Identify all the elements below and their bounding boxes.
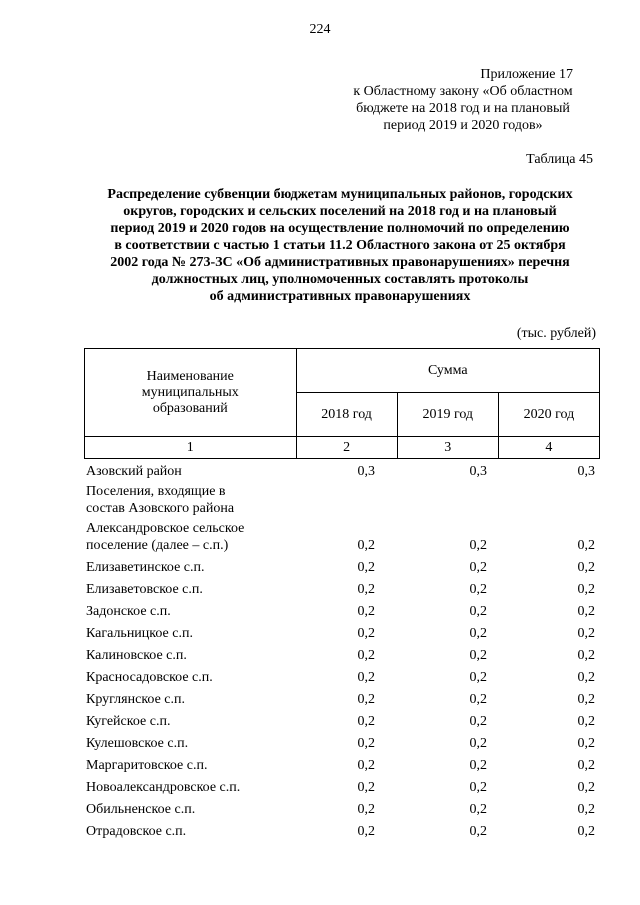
- municipality-name: Азовский район: [86, 464, 182, 479]
- table-header: [84, 348, 600, 459]
- municipality-name: Круглянское с.п.: [86, 692, 185, 707]
- table-row: [86, 818, 596, 840]
- appendix-line: бюджете на 2018 год и на плановый: [356, 101, 570, 116]
- amount-2019: 0,2: [469, 604, 487, 619]
- header-col-number: 3: [397, 437, 498, 459]
- amount-2019: 0,2: [469, 692, 487, 707]
- amount-2019: 0,2: [469, 560, 487, 575]
- municipality-name: Кулешовское с.п.: [86, 736, 189, 751]
- amount-2018: 0,2: [357, 758, 375, 773]
- table-row: [86, 576, 596, 598]
- amount-2019: 0,2: [469, 714, 487, 729]
- title-line: в соответствии с частью 1 статьи 11.2 Областного закона от 25 октября: [114, 238, 566, 253]
- municipality-name: Елизаветовское с.п.: [86, 582, 203, 597]
- table-number: Таблица 45: [526, 152, 593, 167]
- header-year-2018: 2018 год: [296, 393, 397, 437]
- amount-2018: 0,3: [357, 464, 375, 479]
- header-col-number: 1: [85, 437, 297, 459]
- amount-2018: 0,2: [357, 626, 375, 641]
- amount-2020: 0,2: [577, 692, 595, 707]
- amount-2018: 0,2: [357, 538, 375, 553]
- amount-2018: 0,2: [357, 824, 375, 839]
- amount-2020: 0,2: [577, 560, 595, 575]
- municipality-name: Отрадовское с.п.: [86, 824, 187, 839]
- amount-2018: 0,2: [357, 802, 375, 817]
- page-number: 224: [309, 22, 331, 37]
- municipality-name: Задонское с.п.: [86, 604, 171, 619]
- amount-2020: 0,2: [577, 802, 595, 817]
- municipality-name: Кугейское с.п.: [86, 714, 171, 729]
- table-row: [86, 598, 596, 620]
- amount-2020: 0,2: [577, 758, 595, 773]
- table-row: [86, 462, 596, 480]
- amount-2020: 0,2: [577, 670, 595, 685]
- title-line: должностных лиц, уполномоченных составлять протоколы: [151, 272, 529, 287]
- amount-2018: 0,2: [357, 670, 375, 685]
- table-row: [86, 480, 596, 516]
- table-row: [86, 664, 596, 686]
- header-sum: Сумма: [296, 349, 599, 393]
- header-col-number: 2: [296, 437, 397, 459]
- amount-2018: 0,2: [357, 780, 375, 795]
- header-year-2019: 2019 год: [397, 393, 498, 437]
- appendix-line: период 2019 и 2020 годов»: [383, 118, 543, 133]
- title-line: период 2019 и 2020 годов на осуществление полномочий по определению: [110, 221, 570, 236]
- amount-2020: 0,2: [577, 736, 595, 751]
- table-row: [86, 686, 596, 708]
- amount-2020: 0,2: [577, 582, 595, 597]
- amount-2019: 0,2: [469, 648, 487, 663]
- municipality-name: Кагальницкое с.п.: [86, 626, 193, 641]
- municipality-name: Елизаветинское с.п.: [86, 560, 205, 575]
- amount-2019: 0,2: [469, 670, 487, 685]
- amount-2019: 0,2: [469, 538, 487, 553]
- table-row: [86, 730, 596, 752]
- table-row: [86, 554, 596, 576]
- amount-2020: 0,2: [577, 648, 595, 663]
- table-row: [86, 796, 596, 818]
- header-year-2020: 2020 год: [498, 393, 599, 437]
- table-row: [86, 774, 596, 796]
- amount-2019: 0,2: [469, 736, 487, 751]
- appendix-block: [333, 66, 593, 134]
- amount-2018: 0,2: [357, 736, 375, 751]
- amount-2020: 0,2: [577, 604, 595, 619]
- municipality-name: Маргаритовское с.п.: [86, 758, 208, 773]
- amount-2020: 0,2: [577, 714, 595, 729]
- amount-2018: 0,2: [357, 648, 375, 663]
- amount-2018: 0,2: [357, 560, 375, 575]
- table-row: [86, 642, 596, 664]
- appendix-title: Приложение 17: [480, 67, 573, 82]
- amount-2018: 0,2: [357, 692, 375, 707]
- amount-2019: 0,2: [469, 824, 487, 839]
- municipality-name: Красносадовское с.п.: [86, 670, 213, 685]
- table-row: [86, 708, 596, 730]
- amount-2020: 0,2: [577, 780, 595, 795]
- header-col-number: 4: [498, 437, 599, 459]
- title-line: 2002 года № 273-ЗС «Об административных правонарушениях» перечня: [110, 255, 570, 270]
- municipality-name: Калиновское с.п.: [86, 648, 187, 663]
- appendix-line: к Областному закону «Об областном: [353, 84, 573, 99]
- document-title: [75, 186, 605, 305]
- title-line: Распределение субвенции бюджетам муниципальных районов, городских: [107, 187, 573, 202]
- amount-2019: 0,2: [469, 626, 487, 641]
- amount-2019: 0,2: [469, 758, 487, 773]
- municipality-name: Александровское сельское поселение (далее – с.п.): [86, 521, 245, 553]
- amount-2020: 0,2: [577, 538, 595, 553]
- amount-2018: 0,2: [357, 714, 375, 729]
- table-row: [86, 752, 596, 774]
- amount-2019: 0,2: [469, 582, 487, 597]
- municipality-name: Новоалександровское с.п.: [86, 780, 241, 795]
- table-row: [86, 516, 596, 554]
- amount-2018: 0,2: [357, 604, 375, 619]
- amount-2019: 0,2: [469, 780, 487, 795]
- amount-2019: 0,3: [469, 464, 487, 479]
- table-row: [86, 620, 596, 642]
- table-body: [86, 462, 596, 840]
- amount-2018: 0,2: [357, 582, 375, 597]
- amount-2019: 0,2: [469, 802, 487, 817]
- amount-2020: 0,2: [577, 824, 595, 839]
- amount-2020: 0,2: [577, 626, 595, 641]
- title-line: округов, городских и сельских поселений на 2018 год и на плановый: [123, 204, 557, 219]
- title-line: об административных правонарушениях: [209, 289, 471, 304]
- amount-2020: 0,3: [577, 464, 595, 479]
- municipality-name: Поселения, входящие в состав Азовского района: [86, 484, 235, 516]
- units-label: (тыс. рублей): [516, 326, 596, 341]
- municipality-name: Обильненское с.п.: [86, 802, 196, 817]
- header-name-col: Наименование муниципальных образований: [85, 349, 297, 437]
